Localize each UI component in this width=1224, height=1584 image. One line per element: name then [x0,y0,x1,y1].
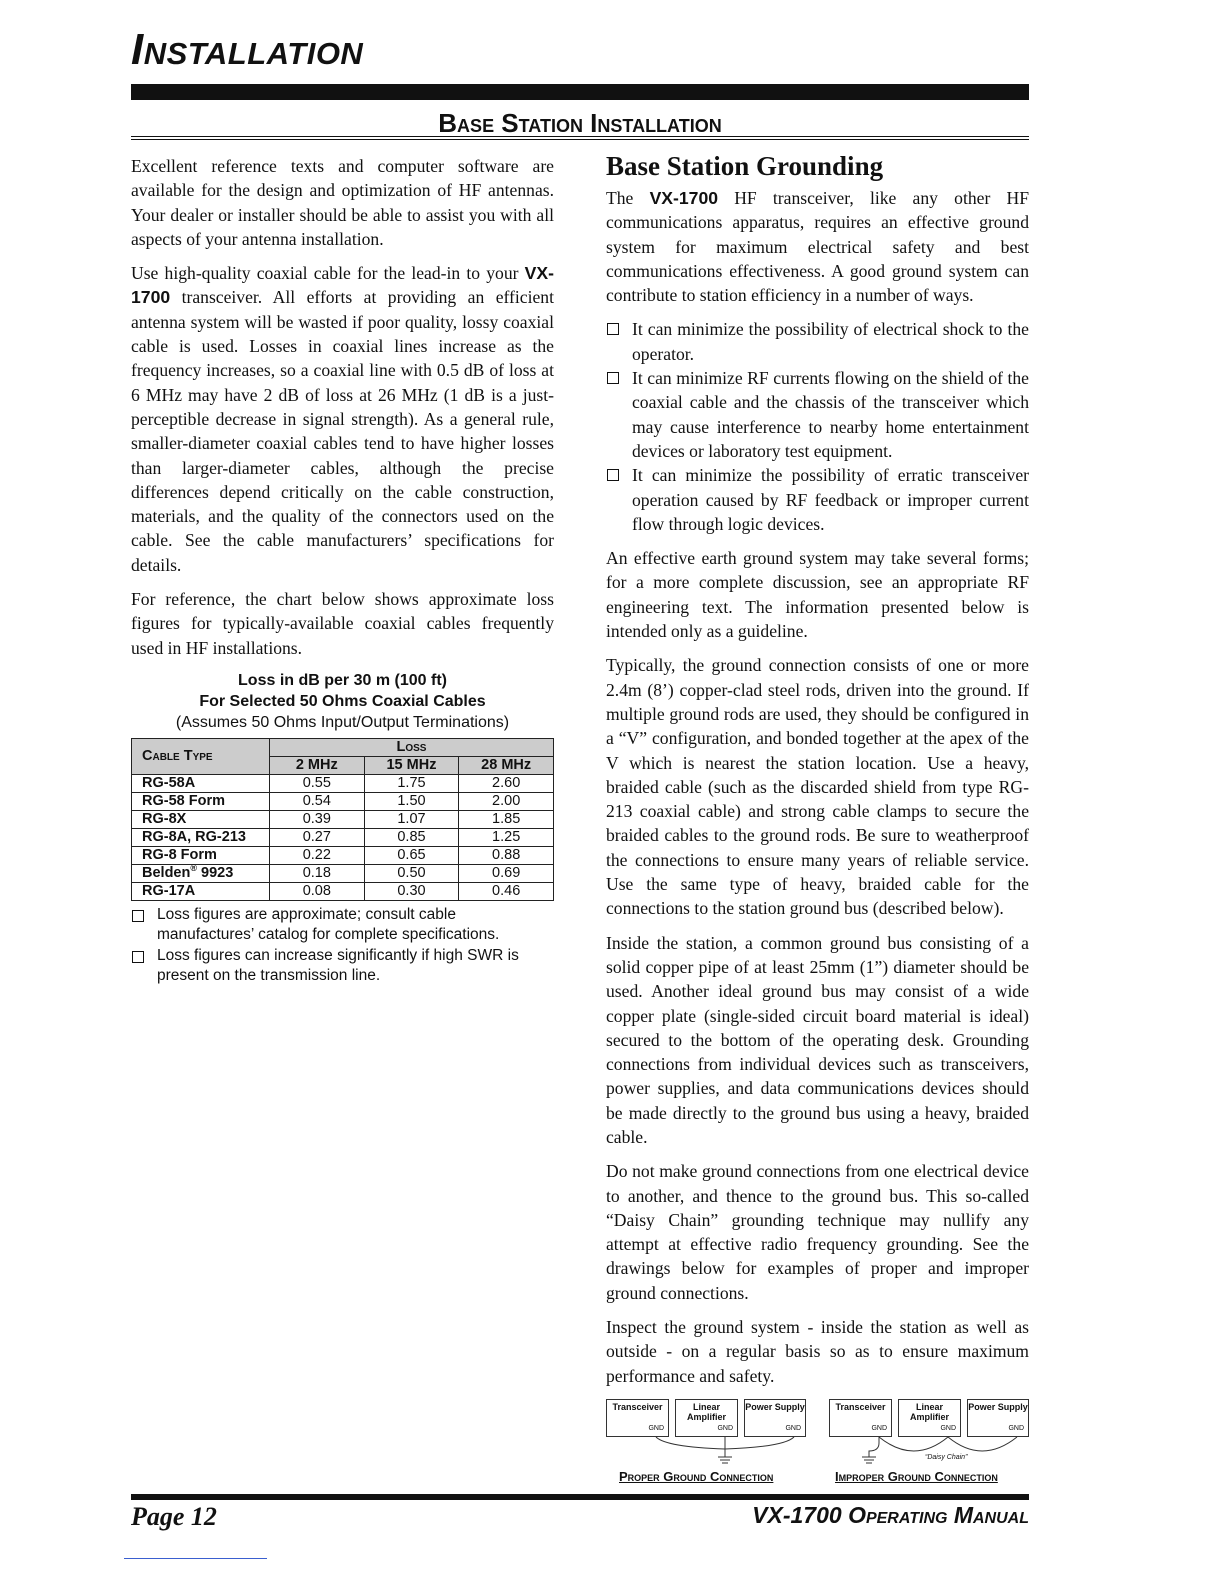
grounding-heading: Base Station Grounding [606,151,884,181]
page-title: Installation [131,25,364,74]
loss-cell-15mhz: 0.30 [364,882,459,900]
list-item [606,463,1029,536]
loss-cell-28mhz: 1.85 [459,810,554,828]
caption-line-1: Loss in dB per 30 m (100 ft) [238,671,447,689]
note-item [131,905,554,946]
proper-ground-diagram [606,1399,806,1465]
loss-cell-2mhz: 0.18 [269,864,364,882]
note-text: Loss figures can increase significantly if high SWR is present on the transmission line. [157,946,519,985]
table-row [132,792,554,810]
checkbox-bullet-icon [607,372,619,384]
footer-rule [131,1494,1029,1500]
caption-line-3: (Assumes 50 Ohms Input/Output Terminations) [175,713,510,731]
gnd-label: GND [1008,1425,1024,1432]
gnd-label: GND [871,1425,887,1432]
right-paragraph-6: Inspect the ground system - inside the station as well as outside - on a regular basis so as to ensure maximum performance and safety. [606,1317,1029,1386]
cable-loss-table [131,738,554,901]
list-text: It can minimize RF currents flowing on the shield of the coaxial cable and the chassis of the transceiver which may cause interference to nearby home entertainment devices or laboratory test equipment. [632,368,1029,461]
cable-type-cell: RG-58 Form [132,792,270,810]
loss-cell-15mhz: 1.50 [364,792,459,810]
text-run: transceiver. All efforts at providing an efficient antenna system will be wasted if poor quality, lossy coaxial cable is used. Losses in coaxial lines increase as the frequency increases, so a coaxial line with 0.5 dB of loss at 6 MHz may have 2 dB of loss at 26 MHz (1 dB is a just-perceptible decrease in signal strength). As a general rule, smaller-diameter coaxial cables tend to have higher losses than larger-diameter cables, although the precise differences depend critically on the cable construction, materials, and the quality of the connectors used on the cable. See the cable manufacturers’ specifications for details. [131,287,554,575]
checkbox-bullet-icon [607,323,619,335]
list-text: It can minimize the possibility of electrical shock to the operator. [632,319,1029,364]
device-label: Transceiver [835,1402,886,1412]
cable-type-cell: RG-58A [132,774,270,792]
link-underline [124,1558,267,1559]
checkbox-bullet-icon [132,951,144,963]
loss-cell-28mhz: 0.88 [459,846,554,864]
loss-cell-28mhz: 1.25 [459,828,554,846]
table-notes [131,905,554,987]
caption-line-2: For Selected 50 Ohms Coaxial Cables [199,692,486,710]
note-text: Loss figures are approximate; consult cable manufactures’ catalog for complete specifications. [157,905,500,944]
loss-cell-28mhz: 2.00 [459,792,554,810]
loss-cell-2mhz: 0.39 [269,810,364,828]
cable-type-cell: RG-8 Form [132,846,270,864]
table-row [132,774,554,792]
table-row [132,810,554,828]
table-row [132,864,554,882]
loss-cell-28mhz: 0.69 [459,864,554,882]
left-paragraph-1: Excellent reference texts and computer software are available for the design and optimization of HF antennas. Your dealer or installer should be able to assist you with all aspects of your antenna installation. [131,156,554,249]
device-label: Power Supply [745,1402,805,1412]
left-paragraph-3: For reference, the chart below shows approximate loss figures for typically-available coaxial cables frequently used in HF installations. [131,589,554,658]
loss-cell-2mhz: 0.55 [269,774,364,792]
col-header-freq: 2 MHz [269,756,364,774]
section-title: Base Station Installation [438,108,722,138]
gnd-label: GND [717,1425,733,1432]
gnd-label: GND [940,1425,956,1432]
right-paragraph-5: Do not make ground connections from one electrical device to another, and thence to the ground bus. This so-called “Daisy Chain” grounding technique may nullify any attempt at effective radio frequency grounding. See the drawings below for examples of proper and improper ground connections. [606,1161,1029,1303]
table-row [132,828,554,846]
list-item [606,317,1029,366]
loss-cell-15mhz: 1.07 [364,810,459,828]
loss-cell-2mhz: 0.27 [269,828,364,846]
col-header-freq: 28 MHz [459,756,554,774]
list-item [606,366,1029,463]
model-name: VX-1700 [131,263,554,308]
table-caption [131,670,554,733]
left-paragraph-2 [131,261,554,577]
device-label: Transceiver [612,1402,663,1412]
daisy-chain-label: “Daisy Chain” [925,1454,968,1461]
table-row [132,882,554,900]
right-paragraph-2: An effective earth ground system may take several forms; for a more complete discussion, see an appropriate RF engineering text. The information presented below is intended only as a guideline. [606,548,1029,642]
gnd-label: GND [785,1425,801,1432]
proper-caption: Proper Ground Connection [619,1469,774,1484]
right-paragraph-3: Typically, the ground connection consists of one or more 2.4m (8’) copper-clad steel rods, driven into the ground. If multiple ground rods are used, they should be configured in a “V” configuration, and bonded together at the apex of the V which is nearest the station location. Use a heavy, braided cable (such as the discarded shield from type RG-213 coaxial cable) and strong cable clamps to secure the braided cables to the ground rods. Be sure to weatherproof the connections to ensure many years of reliable service. Use the same type of heavy, braided cable for the connections to the station ground bus (described below). [606,655,1029,919]
checkbox-bullet-icon [132,910,144,922]
cable-type-cell: RG-17A [132,882,270,900]
loss-cell-2mhz: 0.54 [269,792,364,810]
right-column [606,150,1029,1398]
left-column [131,154,554,987]
loss-cell-15mhz: 0.65 [364,846,459,864]
device-label: Linear Amplifier [686,1402,726,1422]
device-label: Linear Amplifier [909,1402,949,1422]
loss-cell-28mhz: 0.46 [459,882,554,900]
proper-wiring [606,1399,806,1465]
note-item [131,946,554,987]
cable-type-cell: RG-8X [132,810,270,828]
loss-cell-28mhz: 2.60 [459,774,554,792]
loss-cell-2mhz: 0.08 [269,882,364,900]
manual-title: VX-1700 Operating Manual [752,1502,1029,1528]
loss-cell-15mhz: 1.75 [364,774,459,792]
page-number: Page 12 [131,1502,217,1531]
col-header-cable-type: Cable Type [132,738,270,774]
improper-caption: Improper Ground Connection [835,1469,998,1484]
cable-type-cell: RG-8A, RG-213 [132,828,270,846]
improper-ground-diagram [829,1399,1029,1465]
col-header-loss: Loss [269,738,553,756]
text-run: Use high-quality coaxial cable for the lead-in to your [131,263,525,284]
loss-cell-15mhz: 0.85 [364,828,459,846]
header-rule [131,84,1029,100]
checkbox-bullet-icon [607,469,619,481]
section-header [131,104,1029,140]
text-run: The [606,188,650,208]
benefit-list [606,317,1029,536]
list-text: It can minimize the possibility of erratic transceiver operation caused by RF feedback or improper current flow through logic devices. [632,465,1029,534]
loss-cell-15mhz: 0.50 [364,864,459,882]
col-header-freq: 15 MHz [364,756,459,774]
model-name: VX-1700 [649,188,719,208]
gnd-label: GND [648,1425,664,1432]
cable-type-cell: Belden® 9923 [132,864,270,882]
device-label: Power Supply [968,1402,1028,1412]
loss-cell-2mhz: 0.22 [269,846,364,864]
right-paragraph-1 [606,186,1029,307]
table-row [132,846,554,864]
text-run: HF transceiver, like any other HF communications apparatus, requires an effective ground system for maximum electrical safety and best communications effectiveness. A good ground system can contribute to station efficiency in a number of ways. [606,188,1029,306]
right-paragraph-4: Inside the station, a common ground bus consisting of a solid copper pipe of at least 25mm (1”) diameter should be used. Another ideal ground bus may consist of a wide copper plate (single-sided circuit board material is ideal) secured to the bottom of the operating desk. Grounding connections from individual devices such as transceivers, power supplies, and data communications devices should be made directly to the ground bus using a heavy, braided cable. [606,932,1029,1147]
